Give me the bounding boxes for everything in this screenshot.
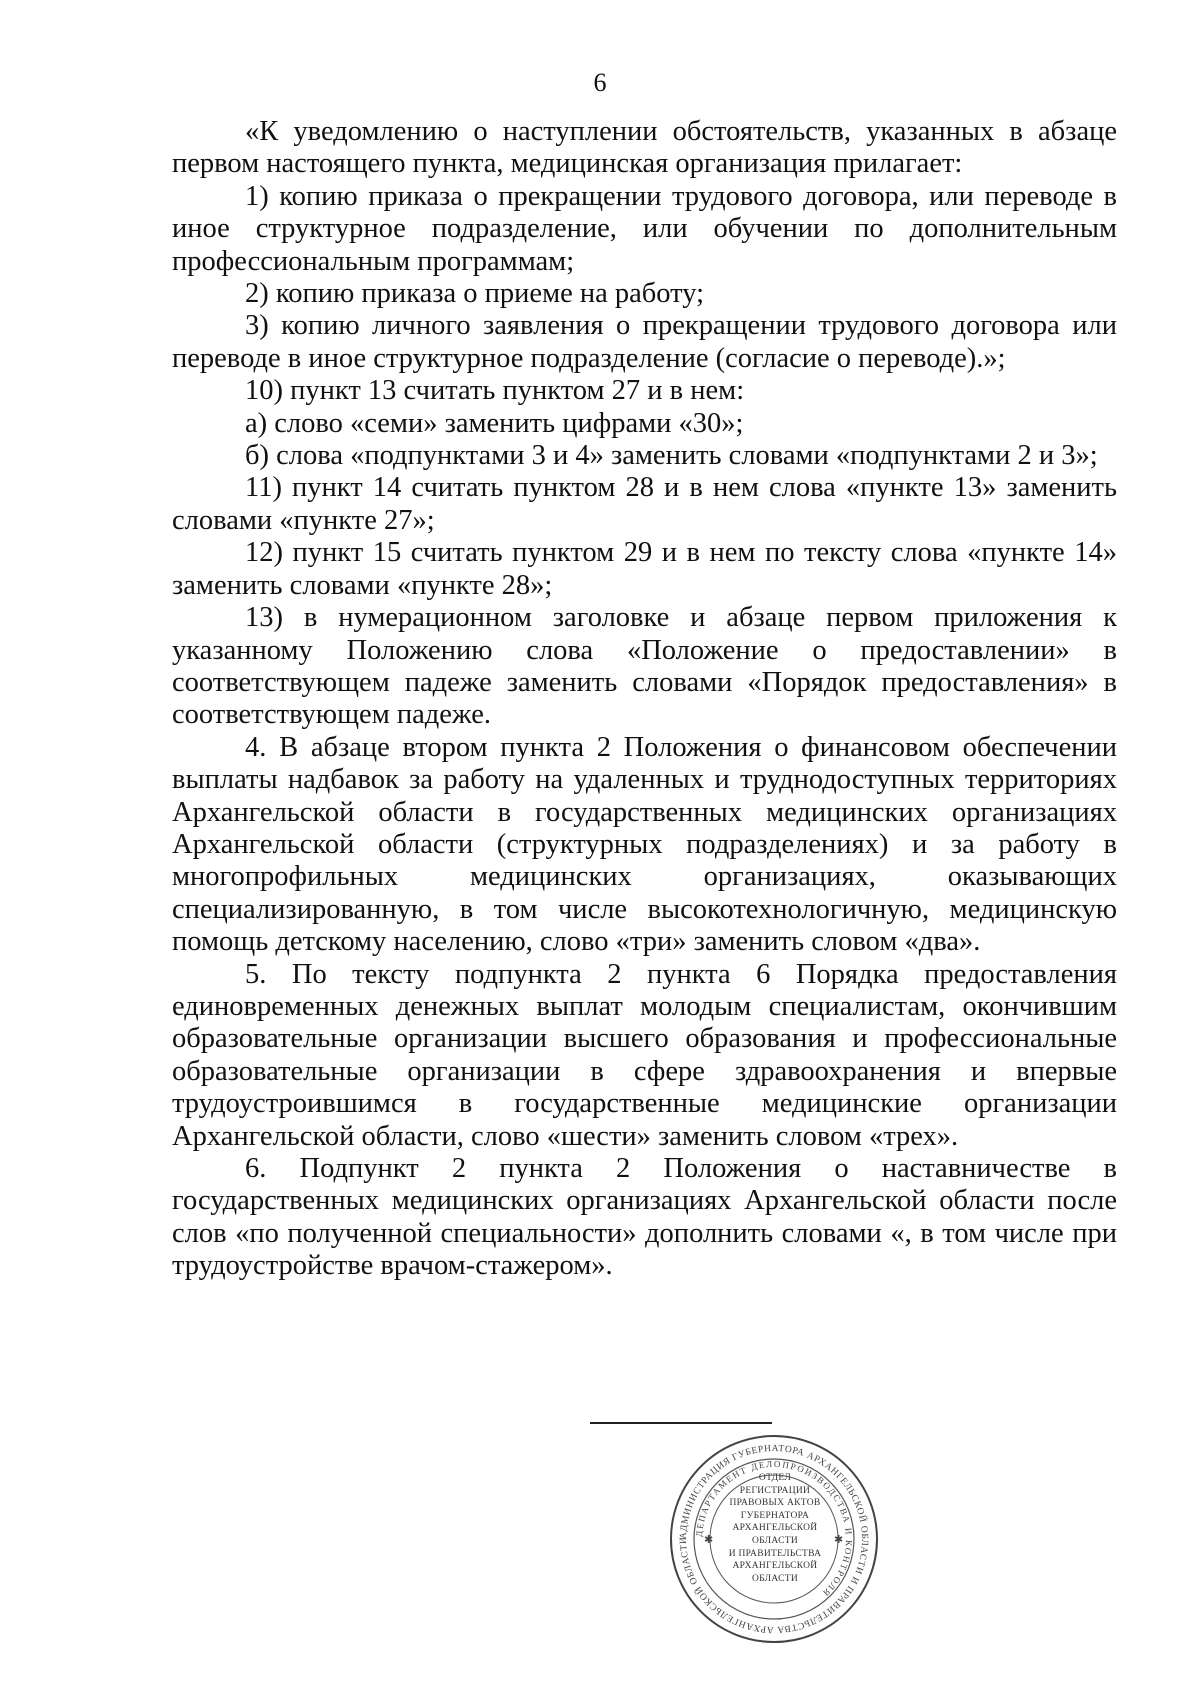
paragraph-section-5: 5. По тексту подпункта 2 пункта 6 Порядка предоставления единовременных денежных выплат молодым специалистам, окончившим образовательные организации высшего образования и профессиональные образовательные организации в сфере здравоохранения и впервые трудоустроившимся в государственные медицинские организации Архангельской области, слово «шести» заменить словом «трех». (172, 958, 1117, 1152)
paragraph-item-3: 3) копию личного заявления о прекращении трудового договора или переводе в иное структурное подразделение (согласие о переводе).»; (172, 310, 1117, 374)
paragraph-section-4: 4. В абзаце втором пункта 2 Положения о финансовом обеспечении выплаты надбавок за работу на удаленных и труднодоступных территориях Архангельской области в государственных медицинских организациях Архангельской области (структурных подразделениях) и за работу в многопрофильных медицинских организациях, оказывающих специализированную, в том числе высокотехнологичную, медицинскую помощь детскому населению, слово «три» заменить словом «два». (172, 731, 1117, 958)
paragraph-point-12: 12) пункт 15 считать пунктом 29 и в нем по тексту слова «пункте 14» заменить словами «пункте 28»; (172, 537, 1117, 601)
paragraph-item-1: 1) копию приказа о прекращении трудового договора, или переводе в иное структурное подразделение, или обучении по дополнительным профессиональным программам; (172, 180, 1117, 277)
seal-line: ГУБЕРНАТОРА (740, 1510, 810, 1521)
paragraph-point-10b: б) слова «подпунктами 3 и 4» заменить словами «подпунктами 2 и 3»; (245, 440, 1098, 472)
seal-line: ОТДЕЛ (758, 1473, 792, 1483)
seal-star-left: ✱ (704, 1534, 714, 1546)
paragraph-intro: «К уведомлению о наступлении обстоятельств, указанных в абзаце первом настоящего пункта, медицинская организация прилагает: (172, 116, 1117, 180)
document-body (172, 116, 1117, 1283)
separator-line (590, 1422, 772, 1424)
seal-inner-text (723, 1472, 827, 1585)
paragraph-point-10a: а) слово «семи» заменить цифрами «30»; (245, 407, 744, 439)
seal-line: ПРАВОВЫХ АКТОВ (729, 1498, 821, 1509)
paragraph-item-2: 2) копию приказа о приеме на работу; (245, 278, 705, 310)
paragraph-point-13: 13) в нумерационном заголовке и абзаце первом приложения к указанному Положению слова «Положение о предоставлении» в соответствующем падеже заменить словами «Порядок предоставления» в соответствующем падеже. (172, 602, 1117, 731)
seal-inner-ring-text: ДЕПАРТАМЕНТ ДЕЛОПРОИЗВОДСТВА И КОНТРОЛЯ (693, 1458, 855, 1600)
paragraph-section-6: 6. Подпункт 2 пункта 2 Положения о наставничестве в государственных медицинских организациях Архангельской области после слов «по полученной специальности» дополнить словами «, в том числе при трудоустройстве врачом-стажером». (172, 1153, 1117, 1282)
seal-line: АРХАНГЕЛЬСКОЙ (732, 1561, 818, 1572)
seal-star-right: ✱ (834, 1534, 844, 1546)
paragraph-point-10: 10) пункт 13 считать пунктом 27 и в нем: (245, 375, 745, 407)
seal-line: ОБЛАСТИ (751, 1535, 798, 1546)
seal-line: ОБЛАСТИ (751, 1573, 798, 1584)
seal-ring-text: АДМИНИСТРАЦИЯ ГУБЕРНАТОРА АРХАНГЕЛЬСКОЙ ОБЛАСТИ И ПРАВИТЕЛЬСТВА АРХАНГЕЛЬСКОЙ ОБЛАСТИ (678, 1443, 870, 1635)
page-number: 6 (593, 68, 607, 97)
seal-line: АРХАНГЕЛЬСКОЙ (732, 1523, 818, 1534)
seal-line: РЕГИСТРАЦИИ (739, 1485, 811, 1496)
paragraph-point-11: 11) пункт 14 считать пунктом 28 и в нем слова «пункте 13» заменить словами «пункте 27»; (172, 472, 1117, 536)
seal-line: И ПРАВИТЕЛЬСТВА (728, 1548, 822, 1559)
